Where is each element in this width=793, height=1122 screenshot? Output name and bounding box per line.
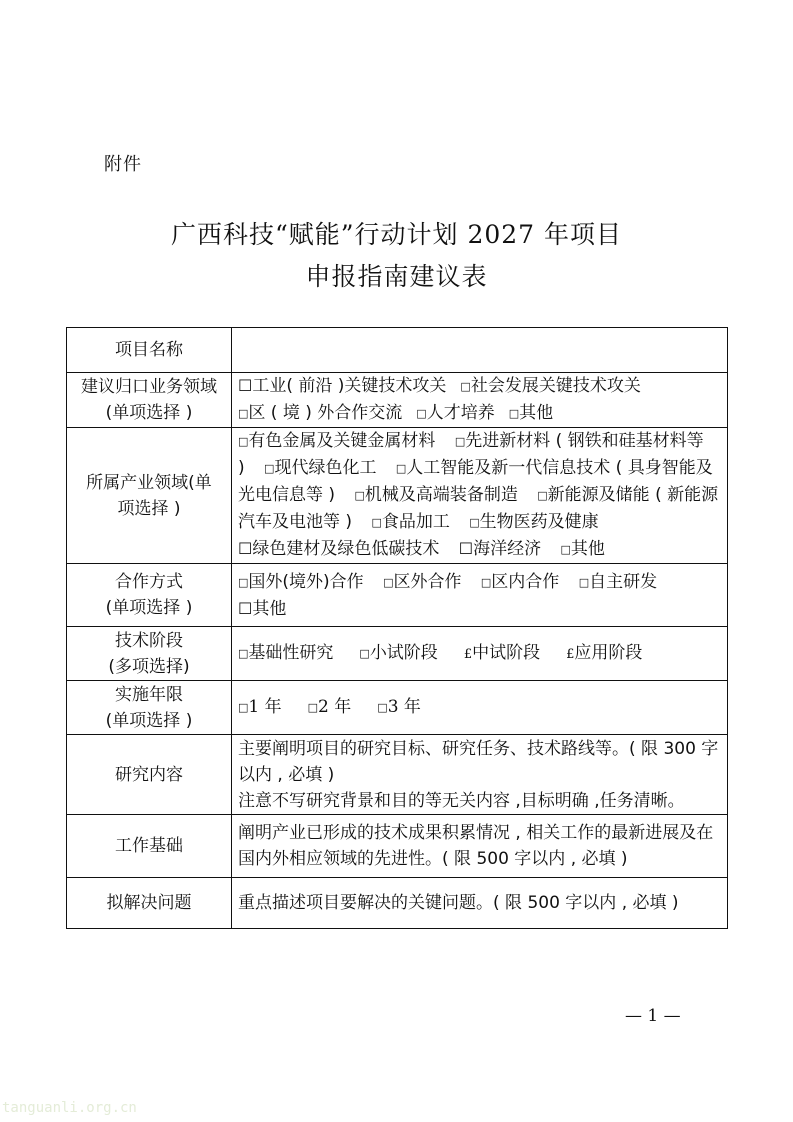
label-line: (单项选择 ) — [105, 598, 193, 618]
option-label: 其他 — [570, 539, 605, 559]
checkbox-option[interactable] — [464, 643, 540, 663]
research-content-note: 注意不写研究背景和目的等无关内容 ,目标明确 ,任务清晰。 — [238, 790, 685, 811]
checkbox-icon: □ — [508, 407, 520, 420]
checkbox-icon: □ — [395, 462, 407, 475]
page-number: — 1 — — [625, 1006, 681, 1026]
label-implementation-period — [67, 681, 232, 735]
checkbox-option[interactable] — [469, 512, 598, 532]
option-label: 3 年 — [387, 697, 421, 717]
checkbox-icon: £ — [463, 646, 473, 662]
checkbox-icon: □ — [359, 646, 370, 660]
checkbox-icon: □ — [354, 489, 365, 502]
industry-domain-options — [232, 428, 728, 564]
checkbox-icon: □ — [560, 543, 571, 556]
checkbox-option[interactable] — [238, 539, 439, 559]
checkbox-icon: ☐ — [238, 539, 253, 558]
row-business-domain — [67, 373, 728, 428]
work-foundation-hint: 阐明产业已形成的技术成果积累情况 , 相关工作的最新进展及在国内外相应领域的先进性。( 限 500 字以内 , 必填 ) — [238, 823, 714, 869]
checkbox-option[interactable] — [383, 572, 461, 592]
label-line: (单项选择 ) — [105, 403, 193, 423]
option-label: 绿色建材及绿色低碳技术 — [252, 539, 440, 559]
checkbox-icon: □ — [469, 516, 480, 529]
label-technology-stage — [67, 627, 232, 681]
checkbox-option[interactable] — [371, 512, 449, 532]
option-label: 区外合作 — [393, 571, 462, 592]
label-line: 建议归口业务领域 — [81, 377, 217, 397]
row-project-name — [67, 328, 728, 373]
label-problems-to-solve: 拟解决问题 — [67, 878, 232, 929]
implementation-period-options — [232, 681, 728, 735]
checkbox-icon: □ — [238, 701, 249, 714]
business-domain-options — [232, 373, 728, 428]
label-business-domain — [67, 373, 232, 428]
option-label: 机械及高端装备制造 — [364, 485, 518, 505]
label-research-content: 研究内容 — [67, 735, 232, 815]
label-line: (多项选择) — [108, 656, 190, 677]
option-label: 生物医药及健康 — [479, 512, 599, 532]
document-title-line1: 广西科技“赋能”行动计划 2027 年项目 — [170, 220, 623, 249]
option-label: 海洋经济 — [473, 539, 542, 559]
option-label: 小试阶段 — [369, 642, 438, 663]
row-research-content — [67, 735, 728, 815]
option-label: 基础性研究 — [248, 642, 334, 663]
label-line: 技术阶段 — [115, 630, 183, 651]
checkbox-option[interactable] — [264, 458, 376, 478]
checkbox-icon: □ — [238, 575, 249, 589]
option-label: 应用阶段 — [574, 642, 643, 663]
problems-to-solve-field[interactable] — [232, 878, 728, 929]
option-label: 其他 — [252, 598, 287, 619]
label-line: 实施年限 — [115, 684, 183, 705]
checkbox-icon: ☐ — [458, 539, 474, 558]
checkbox-option[interactable] — [377, 697, 421, 717]
checkbox-option[interactable] — [238, 599, 286, 619]
option-label: 中试阶段 — [472, 642, 541, 663]
label-line: (单项选择 ) — [105, 710, 193, 731]
application-form-table — [66, 327, 728, 929]
checkbox-option[interactable] — [238, 376, 446, 396]
option-label: 2 年 — [318, 697, 352, 717]
checkbox-icon: □ — [480, 575, 492, 589]
label-line: 所属产业领域(单 — [86, 472, 212, 493]
work-foundation-field[interactable] — [232, 815, 728, 878]
label-project-name: 项目名称 — [67, 328, 232, 373]
option-label: 人才培养 — [426, 403, 495, 423]
option-label: 食品加工 — [381, 512, 450, 532]
checkbox-option[interactable] — [238, 431, 435, 451]
checkbox-option[interactable] — [459, 539, 541, 559]
research-content-field[interactable] — [232, 735, 728, 815]
checkbox-icon: £ — [566, 646, 575, 662]
checkbox-icon: □ — [537, 489, 548, 502]
checkbox-option[interactable] — [359, 643, 437, 663]
option-label: 现代绿色化工 — [274, 458, 377, 478]
option-label: 区内合作 — [491, 571, 560, 592]
option-label: 新能源及储能 ( 新能源汽车及电池等 ) — [238, 485, 719, 532]
checkbox-option[interactable] — [238, 697, 282, 717]
document-title-line2: 申报指南建议表 — [305, 262, 488, 291]
watermark: tanguanli.org.cn — [2, 1100, 137, 1116]
option-label: 先进新材料 ( 钢铁和硅基材料等 ) — [238, 431, 704, 478]
label-line: 合作方式 — [115, 572, 183, 592]
checkbox-icon: □ — [578, 575, 590, 589]
checkbox-icon: □ — [460, 380, 471, 393]
checkbox-option[interactable] — [561, 539, 605, 559]
checkbox-icon: ☐ — [238, 376, 253, 395]
checkbox-icon: □ — [371, 516, 382, 529]
research-content-hint: 主要阐明项目的研究目标、研究任务、技术路线等。( 限 300 字以内 , 必填 ) — [238, 738, 719, 785]
checkbox-option[interactable] — [566, 643, 642, 663]
checkbox-option[interactable] — [481, 572, 559, 592]
checkbox-option[interactable] — [238, 572, 364, 592]
checkbox-icon: □ — [238, 435, 249, 448]
checkbox-icon: □ — [454, 435, 466, 448]
row-cooperation-mode — [67, 564, 728, 627]
row-implementation-period — [67, 681, 728, 735]
label-cooperation-mode — [67, 564, 232, 627]
checkbox-icon: ☐ — [238, 598, 253, 618]
attachment-label: 附件 — [104, 154, 142, 175]
row-work-foundation — [67, 815, 728, 878]
technology-stage-options — [232, 627, 728, 681]
checkbox-icon: □ — [383, 575, 394, 589]
checkbox-icon: □ — [238, 407, 249, 420]
checkbox-icon: □ — [307, 701, 319, 714]
option-label: 工业( 前沿 )关键技术攻关 — [252, 376, 447, 396]
checkbox-icon: □ — [416, 407, 427, 420]
row-technology-stage — [67, 627, 728, 681]
option-label: 区 ( 境 ) 外合作交流 — [248, 403, 403, 423]
checkbox-icon: □ — [238, 646, 249, 660]
label-line: 项选择 ) — [117, 498, 181, 519]
option-label: 国外(境外)合作 — [248, 571, 364, 592]
label-work-foundation: 工作基础 — [67, 815, 232, 878]
checkbox-option[interactable] — [579, 572, 657, 592]
option-label: 自主研发 — [589, 571, 658, 592]
checkbox-option[interactable] — [308, 697, 352, 717]
checkbox-icon: □ — [264, 462, 275, 475]
option-label: 有色金属及关键金属材料 — [248, 431, 436, 451]
label-industry-domain — [67, 428, 232, 564]
option-label: 人工智能及新一代信息技术 ( 具身智能及光电信息等 ) — [238, 458, 713, 505]
checkbox-option[interactable] — [354, 485, 517, 505]
option-label: 其他 — [519, 403, 554, 423]
project-name-field[interactable] — [232, 328, 728, 373]
row-problems-to-solve — [67, 878, 728, 929]
checkbox-option[interactable] — [238, 403, 402, 423]
option-label: 1 年 — [248, 697, 282, 717]
checkbox-option[interactable] — [238, 643, 333, 663]
checkbox-option[interactable] — [460, 376, 640, 396]
checkbox-icon: □ — [377, 701, 388, 714]
problems-to-solve-hint: 重点描述项目要解决的关键问题。( 限 500 字以内 , 必填 ) — [238, 893, 679, 913]
row-industry-domain — [67, 428, 728, 564]
checkbox-option[interactable] — [416, 403, 494, 423]
checkbox-option[interactable] — [509, 403, 553, 423]
cooperation-mode-options — [232, 564, 728, 627]
option-label: 社会发展关键技术攻关 — [470, 376, 641, 396]
